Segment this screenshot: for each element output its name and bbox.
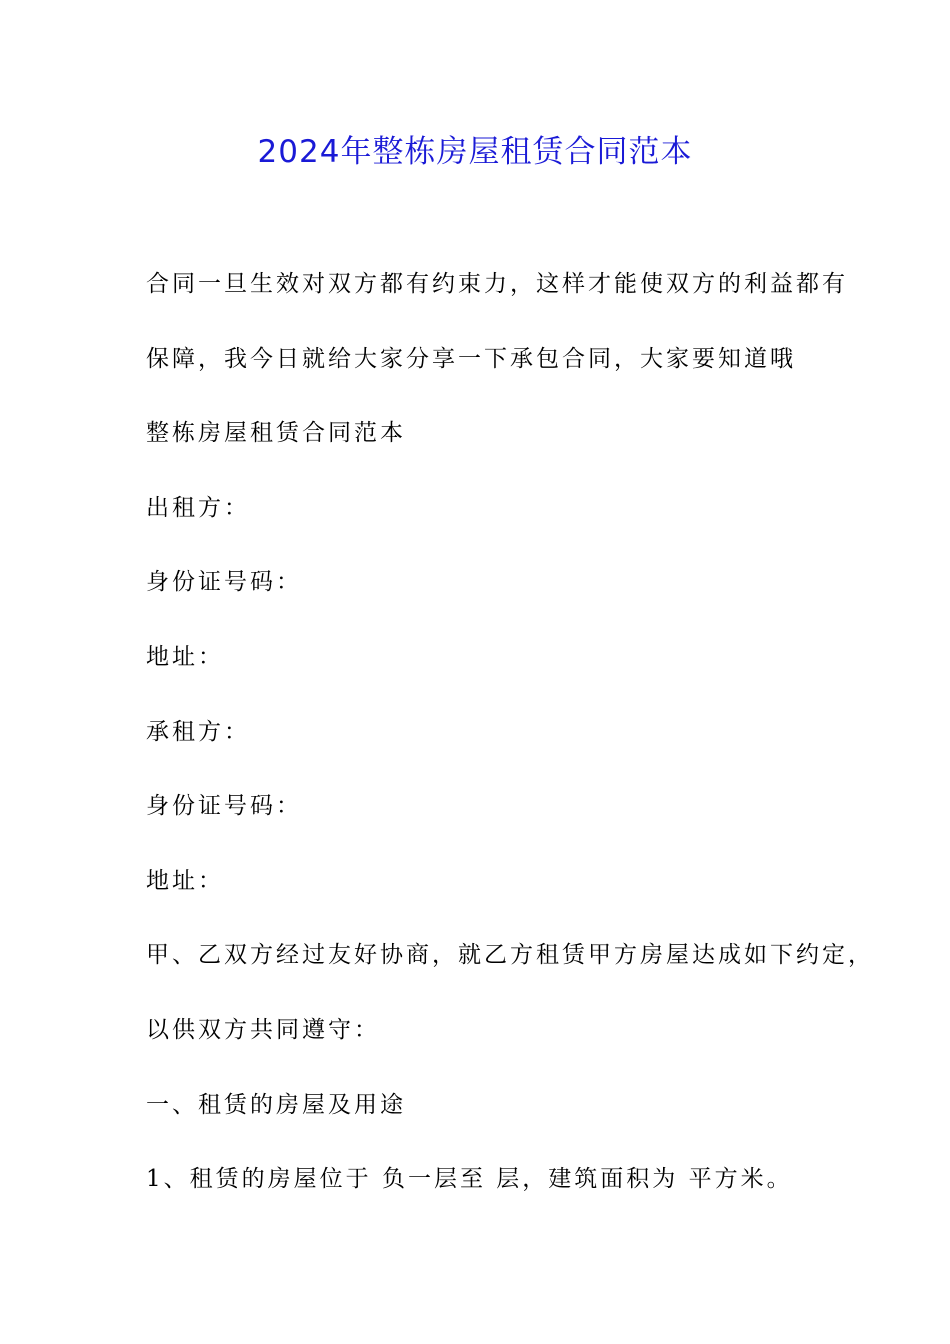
lessee-address-label: 地址： <box>146 867 224 894</box>
lessee-id-label: 身份证号码： <box>146 793 302 820</box>
intro-line-2: 保障，我今日就给大家分享一下承包合同，大家要知道哦 <box>146 345 796 372</box>
clause-1-1: 1、租赁的房屋位于 负一层至 层，建筑面积为 平方米。 <box>146 1166 793 1193</box>
lessor-address-label: 地址： <box>146 643 224 670</box>
lessee-label: 承租方： <box>146 718 250 745</box>
agreement-line-2: 以供双方共同遵守： <box>146 1016 380 1043</box>
lessor-label: 出租方： <box>146 494 250 521</box>
intro-line-1: 合同一旦生效对双方都有约束力，这样才能使双方的利益都有 <box>146 271 848 297</box>
section-1-heading: 一、租赁的房屋及用途 <box>146 1091 406 1118</box>
contract-heading: 整栋房屋租赁合同范本 <box>146 420 406 447</box>
document-title: 2024年整栋房屋租赁合同范本 <box>257 134 693 170</box>
document-body <box>146 262 874 1232</box>
agreement-line-1: 甲、乙双方经过友好协商，就乙方租赁甲方房屋达成如下约定， <box>146 942 874 969</box>
lessor-id-label: 身份证号码： <box>146 569 302 596</box>
